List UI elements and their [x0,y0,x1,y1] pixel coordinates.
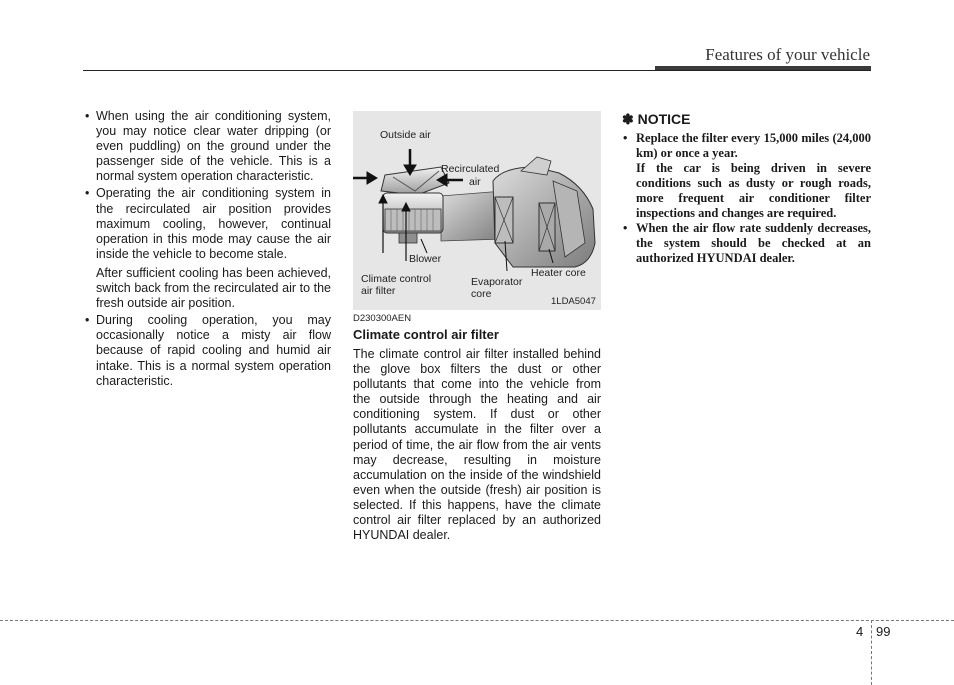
heater-core-label: Heater core [531,267,586,279]
notice-item-continuation: If the car is being driven in severe conditions such as dusty or rough roads, more frequent air conditioner filter inspections and changes are required. [636,161,871,220]
blower-label: Blower [409,253,442,265]
list-item-text: • When using the air conditioning system, you may notice clear water dripping (or even puddling) on the ground under the passenger side of the vehicle. This is a normal system operation characteristic. [96,109,331,184]
evaporator-label-line2: core [471,288,492,300]
list-item-text: • Operating the air conditioning system in the recirculated air position provides maximum cooling, however, continual operation in this mode may cause the air inside the vehicle to become stale. [96,186,331,261]
page-number: 99 [876,624,891,639]
evaporator-label-line1: Evaporator [471,276,523,288]
list-item-text: • During cooling operation, you may occasionally notice a misty air flow because of rapid cooling and humid air intake. This is a normal system operation characteristic. [96,313,331,388]
section-body: The climate control air filter installed behind the glove box filters the dust or other pollutants that come into the vehicle from the outside through the heating and air conditioning system. If dust or other pollutants accumulate in the filter over a period of time, the air flow from the air vents may decrease, resulting in moisture accumulation on the inside of the windshield even when the outside (fresh) air position is selected. If this happens, have the climate control air filter replaced by an authorized HYUNDAI dealer. [353,347,601,543]
outside-air-label: Outside air [380,129,431,141]
ac-notes-list [83,109,331,389]
page-header-title: Features of your vehicle [705,45,870,64]
notice-heading: ✽ NOTICE [622,111,691,127]
recirculated-air-label-line1: Recirculated [441,163,500,175]
middle-column [353,347,601,543]
left-column [83,109,331,391]
figure-code: 1LDA5047 [551,296,596,307]
section-title: Climate control air filter [353,327,499,342]
air-filter-diagram [353,111,601,310]
list-item [83,109,331,184]
notice-item-text: • Replace the filter every 15,000 miles (24,000 km) or once a year. [636,131,871,160]
notice-box [622,131,871,266]
footer-rule [0,620,954,621]
filter-label-line2: air filter [361,285,396,297]
list-item [83,313,331,388]
list-item [622,221,871,266]
list-item [622,131,871,221]
recirculated-air-label-line2: air [469,176,481,188]
filter-label-line1: Climate control [361,273,432,285]
footer-divider [871,620,872,685]
chapter-number: 4 [856,624,864,639]
document-id: D230300AEN [353,313,412,324]
list-item [83,186,331,311]
list-item-continuation: After sufficient cooling has been achieved, switch back from the recirculated air to the fresh outside air position. [96,265,331,311]
header-rule [83,70,871,71]
notice-list [622,131,871,266]
notice-item-text: • When the air flow rate suddenly decreases, the system should be checked at an authorized HYUNDAI dealer. [636,221,871,265]
